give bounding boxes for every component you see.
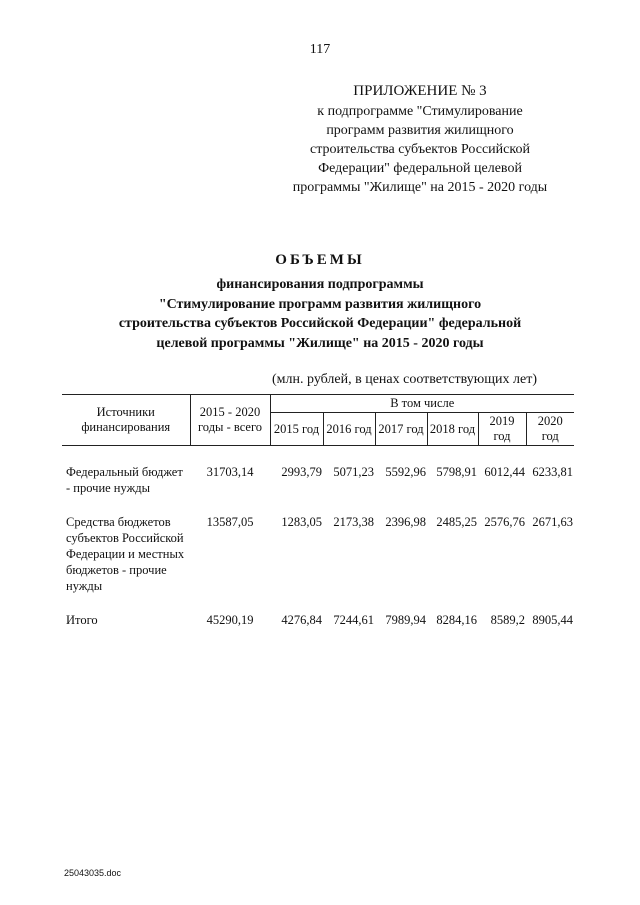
row-value: 2396,98 xyxy=(385,515,426,529)
row-value: 2993,79 xyxy=(281,465,322,479)
page-number: 117 xyxy=(309,42,331,57)
row-total: 13587,05 xyxy=(206,515,254,529)
appendix-line: программ развития жилищного xyxy=(326,123,514,138)
appendix-line: Федерации" федеральной целевой xyxy=(318,161,522,176)
row-total: 45290,19 xyxy=(206,613,254,627)
row-value: 5592,96 xyxy=(385,465,426,479)
header-year: 2017 год xyxy=(375,413,427,446)
appendix-line: строительства субъектов Российской xyxy=(310,142,530,157)
subtitle-line: целевой программы "Жилище" на 2015 - 2020 годы xyxy=(156,335,484,351)
header-year: 2016 год xyxy=(323,413,375,446)
appendix-line: к подпрограмме "Стимулирование xyxy=(317,104,523,119)
row-value: 2485,25 xyxy=(436,515,477,529)
subtitle-line: "Стимулирование программ развития жилищного xyxy=(158,296,482,312)
row-value: 4276,84 xyxy=(281,613,322,627)
row-value: 8284,16 xyxy=(436,613,477,627)
header-year: 2019 год xyxy=(478,413,526,446)
row-source: Федеральный бюджет - прочие нужды xyxy=(66,465,183,495)
subtitle-line: финансирования подпрограммы xyxy=(216,277,424,292)
file-name-footer: 25043035.doc xyxy=(64,868,122,878)
row-value: 6012,44 xyxy=(484,465,525,479)
table-row xyxy=(62,612,574,628)
header-year: 2015 год xyxy=(270,413,323,446)
row-value: 8589,2 xyxy=(490,613,525,627)
table-row xyxy=(62,514,574,594)
row-value: 5798,91 xyxy=(436,465,477,479)
row-value: 2671,63 xyxy=(532,515,573,529)
row-value: 2576,76 xyxy=(484,515,525,529)
row-value: 6233,81 xyxy=(532,465,573,479)
table-row xyxy=(62,464,574,496)
row-value: 8905,44 xyxy=(532,613,573,627)
header-total: 2015 - 2020 годы - всего xyxy=(190,395,270,446)
appendix-block xyxy=(270,82,570,197)
row-value: 2173,38 xyxy=(333,515,374,529)
document-title: ОБЪЕМЫ xyxy=(275,252,365,268)
subtitle-line: строительства субъектов Российской Федерации" федеральной xyxy=(118,316,522,331)
appendix-title: ПРИЛОЖЕНИЕ № 3 xyxy=(353,83,487,99)
financing-table xyxy=(62,394,574,628)
units-note: (млн. рублей, в ценах соответствующих лет) xyxy=(272,372,537,387)
row-source: Итого xyxy=(66,613,98,627)
row-value: 7989,94 xyxy=(385,613,426,627)
document-subtitle xyxy=(60,275,580,353)
row-source: Средства бюджетов субъектов Российской Федерации и местных бюджетов - прочие нужды xyxy=(66,515,185,593)
header-year: 2020 год xyxy=(526,413,574,446)
row-value: 7244,61 xyxy=(333,613,374,627)
row-total: 31703,14 xyxy=(206,465,254,479)
header-including: В том числе xyxy=(270,395,574,413)
header-year: 2018 год xyxy=(427,413,478,446)
row-value: 1283,05 xyxy=(281,515,322,529)
appendix-line: программы "Жилище" на 2015 - 2020 годы xyxy=(292,180,548,195)
row-value: 5071,23 xyxy=(333,465,374,479)
header-source: Источники финансирования xyxy=(62,395,190,446)
